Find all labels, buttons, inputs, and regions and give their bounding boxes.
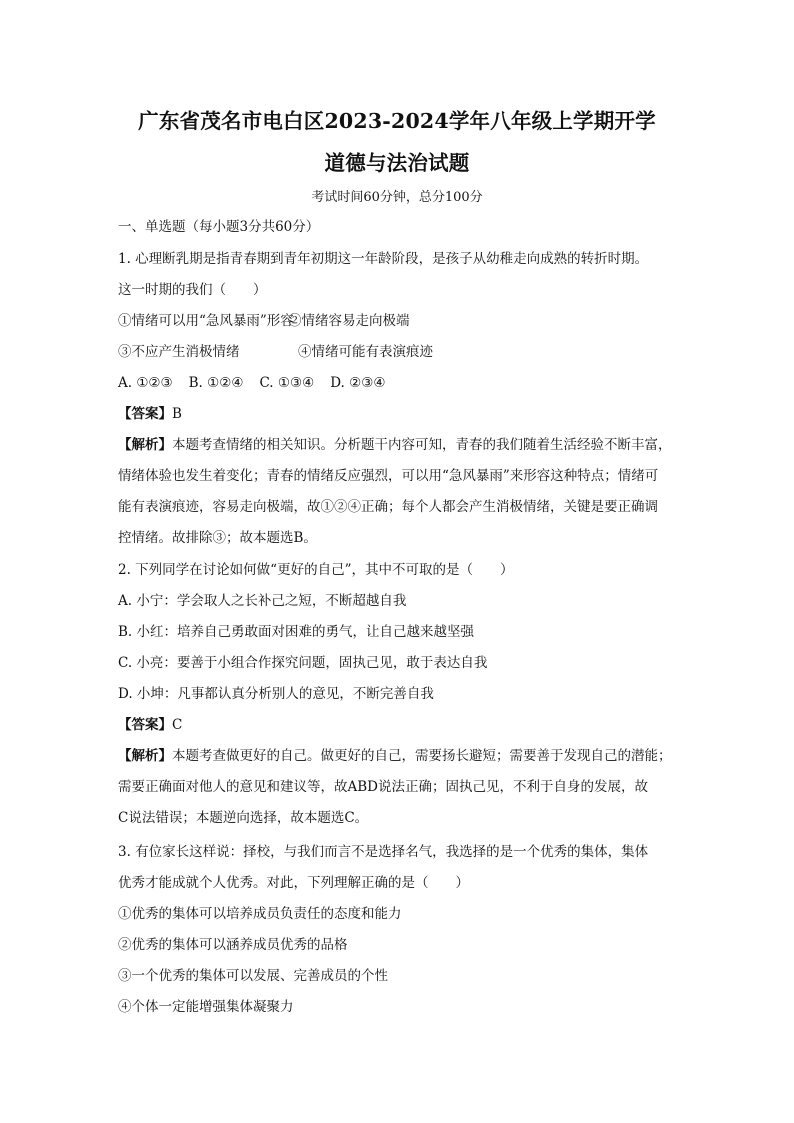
q1-option-b: B. ①②④ <box>188 375 244 391</box>
page-title-line1: 广东省茂名市电白区2023-2024学年八年级上学期开学 <box>138 109 656 133</box>
q1-item2: ②情绪容易走向极端 <box>288 313 410 329</box>
q2-stem: 2. 下列同学在讨论如何做“更好的自己”，其中不可取的是（ ） <box>118 562 514 578</box>
q1-option-d: D. ②③④ <box>330 375 386 391</box>
q3-stem-line1: 3. 有位家长这样说：择校，与我们而言不是选择名气，我选择的是一个优秀的集体，集体 <box>118 844 649 860</box>
q2-analysis-label: 【解析】 <box>118 748 172 764</box>
q2-analysis-line1 <box>118 746 678 766</box>
q1-analysis-line3: 能有表演痕迹，容易走向极端，故①②④正确；每个人都会产生消极情绪，关键是要正确调 <box>118 499 658 515</box>
q3-item4: ④个体一定能增强集体凝聚力 <box>118 999 294 1015</box>
q2-answer-label: 【答案】 <box>118 717 172 733</box>
q1-items-row1 <box>118 311 678 331</box>
q1-analysis-line1 <box>118 435 678 455</box>
q3-item2: ②优秀的集体可以涵养成员优秀的品格 <box>118 937 348 953</box>
exam-info: 考试时间60分钟，总分100分 <box>311 190 483 205</box>
q1-items-row2 <box>118 342 678 362</box>
q1-item3: ③不应产生消极情绪 <box>118 344 240 360</box>
q2-analysis-line2: 需要正确面对他人的意见和建议等，故ABD说法正确；固执己见，不利于自身的发展，故 <box>118 779 648 795</box>
q1-option-a: A. ①②③ <box>118 375 173 391</box>
q1-analysis-label: 【解析】 <box>118 437 172 453</box>
q1-item1: ①情绪可以用“急风暴雨”形容 <box>118 313 294 329</box>
q1-analysis-text1: 本题考查情绪的相关知识。分析题干内容可知，青春的我们随着生活经验不断丰富， <box>172 437 672 453</box>
q2-option-c: C. 小亮：要善于小组合作探究问题，固执己见，敢于表达自我 <box>118 655 488 671</box>
q1-option-c: C. ①③④ <box>259 375 315 391</box>
q1-item4: ④情绪可能有表演痕迹 <box>298 344 433 360</box>
q2-answer-value: C <box>172 717 183 733</box>
section-heading: 一、单选题（每小题3分共60分） <box>118 219 320 235</box>
q1-answer <box>118 404 678 424</box>
q3-item3: ③一个优秀的集体可以发展、完善成员的个性 <box>118 968 388 984</box>
q2-option-d: D. 小坤：凡事都认真分析别人的意见，不断完善自我 <box>118 686 434 702</box>
q2-option-b: B. 小红：培养自己勇敢面对困难的勇气，让自己越来越坚强 <box>118 624 475 640</box>
q2-analysis-line3: C说法错误；本题逆向选择，故本题选C。 <box>118 810 369 826</box>
q2-option-a: A. 小宁：学会取人之长补己之短，不断超越自我 <box>118 593 407 609</box>
q1-analysis-line4: 控情绪。故排除③；故本题选B。 <box>118 530 317 546</box>
q1-answer-value: B <box>172 406 182 422</box>
page-title-line2: 道德与法治试题 <box>324 151 470 175</box>
q1-stem-line2: 这一时期的我们（ ） <box>118 282 267 298</box>
q1-analysis-line2: 情绪体验也发生着变化；青春的情绪反应强烈，可以用“急风暴雨”来形容这种特点；情绪可 <box>118 468 659 484</box>
q1-answer-label: 【答案】 <box>118 406 172 422</box>
q2-analysis-text1: 本题考查做更好的自己。做更好的自己，需要扬长避短；需要善于发现自己的潜能； <box>172 748 672 764</box>
q3-stem-line2: 优秀才能成就个人优秀。对此，下列理解正确的是（ ） <box>118 875 469 891</box>
q2-answer <box>118 715 678 735</box>
q3-item1: ①优秀的集体可以培养成员负责任的态度和能力 <box>118 906 402 922</box>
q1-stem-line1: 1. 心理断乳期是指青春期到青年初期这一年龄阶段，是孩子从幼稚走向成熟的转折时期。 <box>118 251 649 267</box>
q1-options <box>118 373 678 393</box>
